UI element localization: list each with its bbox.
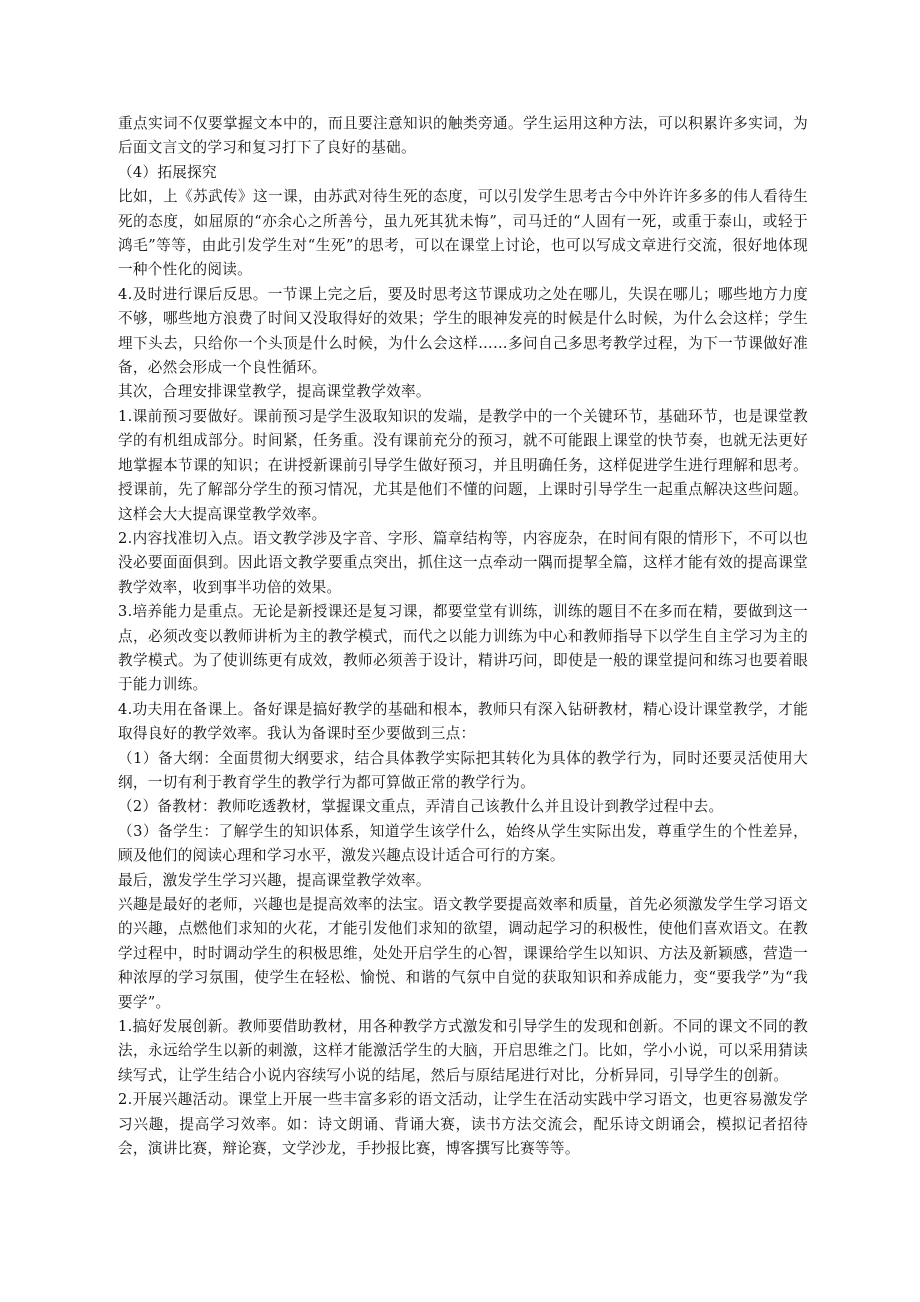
paragraph: 3.培养能力是重点。无论是新授课还是复习课，都要堂堂有训练，训练的题目不在多而在精，要做到这一点，必须改变以教师讲析为主的教学模式，而代之以能力训练为中心和教师指导下以学生自主学习为主的教学模式。为了使训练更有成效，教师必须善于设计，精讲巧问，即使是一般的课堂提问和练习也要着眼于能力训练。 [118,603,808,694]
paragraph: 重点实词不仅要掌握文本中的，而且要注意知识的触类旁通。学生运用这种方法，可以积累许多实词，为后面文言文的学习和复习打下了良好的基础。 [118,115,808,157]
paragraph: 4.及时进行课后反思。一节课上完之后，要及时思考这节课成功之处在哪儿，失误在哪儿；哪些地方力度不够，哪些地方浪费了时间又没取得好的效果；学生的眼神发亮的时候是什么时候，为什么会这样；学生埋下头去，只给你一个头顶是什么时候，为什么会这样……多问自己多思考教学过程，为下一节课做好准备，必然会形成一个良性循环。 [118,285,808,377]
paragraph: 1.搞好发展创新。教师要借助教材，用各种教学方式激发和引导学生的发现和创新。不同的课文不同的教法，永远给学生以新的刺激，这样才能激活学生的大脑，开启思维之门。比如，学小小说，可以采用猜读续写式，让学生结合小说内容续写小说的结尾，然后与原结尾进行对比，分析异同，引导学生的创新。 [118,1018,808,1084]
document-body [118,112,808,1161]
section-heading: 其次，合理安排课堂教学，提高课堂教学效率。 [118,383,431,401]
paragraph: 2.内容找准切入点。语文教学涉及字音、字形、篇章结构等，内容庞杂，在时间有限的情形下，不可以也没必要面面俱到。因此语文教学要重点突出，抓住这一点牵动一隅而提挈全篇，这样才能有效的提高课堂教学效率，收到事半功倍的效果。 [118,529,808,596]
paragraph: 2.开展兴趣活动。课堂上开展一些丰富多彩的语文活动，让学生在活动实践中学习语文，也更容易激发学习兴趣，提高学习效率。如：诗文朗诵、背诵大赛，读书方法交流会，配乐诗文朗诵会，模拟记者招待会，演讲比赛，辩论赛，文学沙龙，手抄报比赛，博客撰写比赛等等。 [118,1091,808,1158]
paragraph: （3）备学生：了解学生的知识体系，知道学生该学什么，始终从学生实际出发，尊重学生的个性差异，顾及他们的阅读心理和学习水平，激发兴趣点设计适合可行的方案。 [118,822,808,865]
paragraph: 4.功夫用在备课上。备好课是搞好教学的基础和根本，教师只有深入钻研教材，精心设计课堂教学，才能取得良好的教学效率。我认为备课时至少要做到三点： [118,700,808,743]
paragraph: （1）备大纲：全面贯彻大纲要求，结合具体教学实际把其转化为具体的教学行为，同时还要灵活使用大纲，一切有利于教育学生的教学行为都可算做正常的教学行为。 [118,749,808,791]
paragraph: 1.课前预习要做好。课前预习是学生汲取知识的发端，是教学中的一个关键环节，基础环节，也是课堂教学的有机组成部分。时间紧，任务重。没有课前充分的预习，就不可能跟上课堂的快节奏，也就无法更好地掌握本节课的知识；在讲授新课前引导学生做好预习，并且明确任务，这样促进学生进行理解和思考。授课前，先了解部分学生的预习情况，尤其是他们不懂的问题，上课时引导学生一起重点解决这些问题。这样会大大提高课堂教学效率。 [118,407,808,523]
paragraph: （2）备教材：教师吃透教材，掌握课文重点，弄清自己该教什么并且设计到教学过程中去。 [118,798,724,816]
paragraph: 比如，上《苏武传》这一课，由苏武对待生死的态度，可以引发学生思考古今中外许许多多的伟人看待生死的态度，如屈原的“亦余心之所善兮，虽九死其犹未悔”，司马迁的“人固有一死，或重于泰山，或轻于鸿毛”等等，由此引发学生对“生死”的思考，可以在课堂上讨论，也可以写成文章进行交流，很好地体现一种个性化的阅读。 [118,188,808,279]
paragraph: 兴趣是最好的老师，兴趣也是提高效率的法宝。语文教学要提高效率和质量，首先必须激发学生学习语文的兴趣，点燃他们求知的火花，才能引发他们求知的欲望，调动起学习的积极性，使他们喜欢语文。在教学过程中，时时调动学生的积极思维，处处开启学生的心智，课课给学生以知识、方法及新颖感，营造一种浓厚的学习氛围，使学生在轻松、愉悦、和谐的气氛中自觉的获取知识和养成能力，变“要我学”为“我要学”。 [118,896,808,1011]
section-heading: 最后，激发学生学习兴趣，提高课堂教学效率。 [118,871,431,889]
section-heading: （4）拓展探究 [118,163,217,181]
